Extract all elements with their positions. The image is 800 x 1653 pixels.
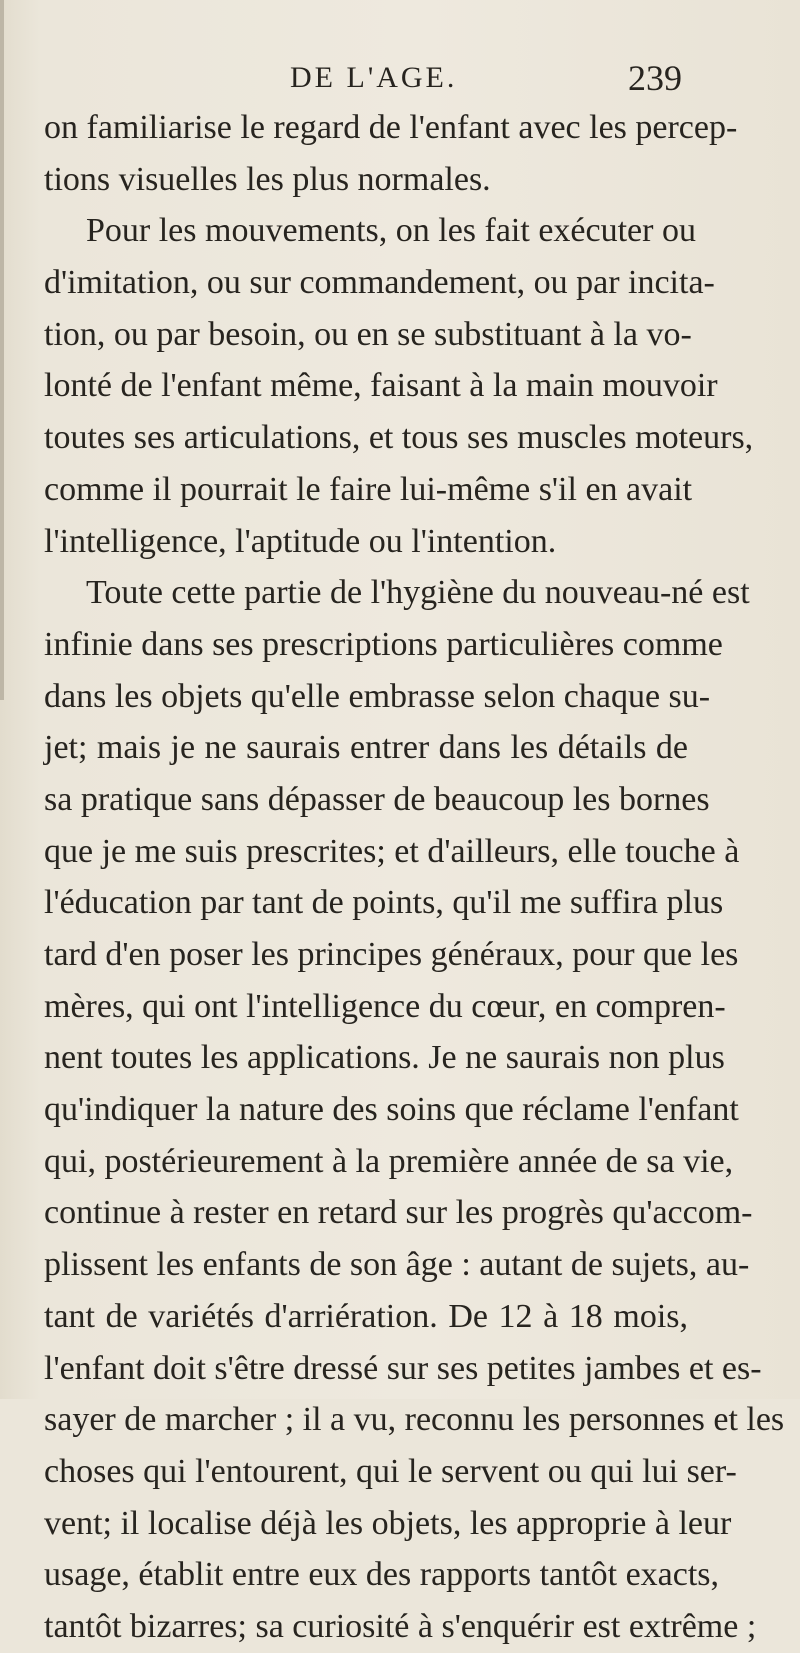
- body-text: [44, 102, 785, 1653]
- text-line: l'enfant doit s'être dressé sur ses petites jambes et es-: [44, 1349, 762, 1387]
- text-line: tantôt bizarres; sa curiosité à s'enquérir est extrême ;: [44, 1607, 757, 1645]
- text-line: continue à rester en retard sur les progrès qu'accom-: [44, 1194, 753, 1232]
- text-line: usage, établit entre eux des rapports tantôt exacts,: [44, 1556, 720, 1594]
- text-line: comme il pourrait le faire lui-même s'il en avait: [44, 470, 693, 508]
- text-line: que je me suis prescrites; et d'ailleurs, elle touche à: [44, 832, 740, 870]
- text-line: dans les objets qu'elle embrasse selon chaque su-: [44, 677, 711, 715]
- text-line: sayer de marcher ; il a vu, reconnu les personnes et les: [44, 1401, 785, 1439]
- text-line: plissent les enfants de son âge : autant de sujets, au-: [44, 1246, 750, 1284]
- text-line: l'éducation par tant de points, qu'il me suffira plus: [44, 884, 724, 922]
- text-line: qu'indiquer la nature des soins que réclame l'enfant: [44, 1091, 739, 1129]
- text-line: infinie dans ses prescriptions particulières comme: [44, 625, 723, 663]
- text-line: tant de variétés d'arriération. De 12 à 18 mois,: [44, 1297, 688, 1335]
- running-head: DE L'AGE.: [290, 61, 458, 94]
- text-line: choses qui l'entourent, qui le servent ou qui lui ser-: [44, 1452, 737, 1490]
- text-line: tion, ou par besoin, ou en se substituant à la vo-: [44, 315, 692, 353]
- text-line: mères, qui ont l'intelligence du cœur, en compren-: [44, 987, 726, 1025]
- text-line: nent toutes les applications. Je ne saurais non plus: [44, 1039, 725, 1077]
- text-line: toutes ses articulations, et tous ses muscles moteurs,: [44, 419, 754, 457]
- text-line: tions visuelles les plus normales.: [44, 160, 491, 198]
- text-line: tard d'en poser les principes généraux, pour que les: [44, 936, 739, 973]
- text-line: qui, postérieurement à la première année de sa vie,: [44, 1142, 734, 1180]
- text-line: sa pratique sans dépasser de beaucoup les bornes: [44, 780, 710, 818]
- text-line: Toute cette partie de l'hygiène du nouveau-né est: [86, 574, 750, 612]
- text-line: on familiarise le regard de l'enfant avec les percep-: [44, 109, 738, 146]
- text-line: jet; mais je ne saurais entrer dans les détails de: [44, 729, 688, 767]
- text-line: Pour les mouvements, on les fait exécuter ou: [86, 212, 696, 250]
- page-header: [0, 58, 800, 108]
- text-line: vent; il localise déjà les objets, les approprie à leur: [44, 1504, 732, 1542]
- text-line: l'intelligence, l'aptitude ou l'intention.: [44, 522, 557, 560]
- text-line: d'imitation, ou sur commandement, ou par incita-: [44, 264, 715, 302]
- page-number: 239: [628, 58, 682, 98]
- text-line: lonté de l'enfant même, faisant à la main mouvoir: [44, 367, 718, 405]
